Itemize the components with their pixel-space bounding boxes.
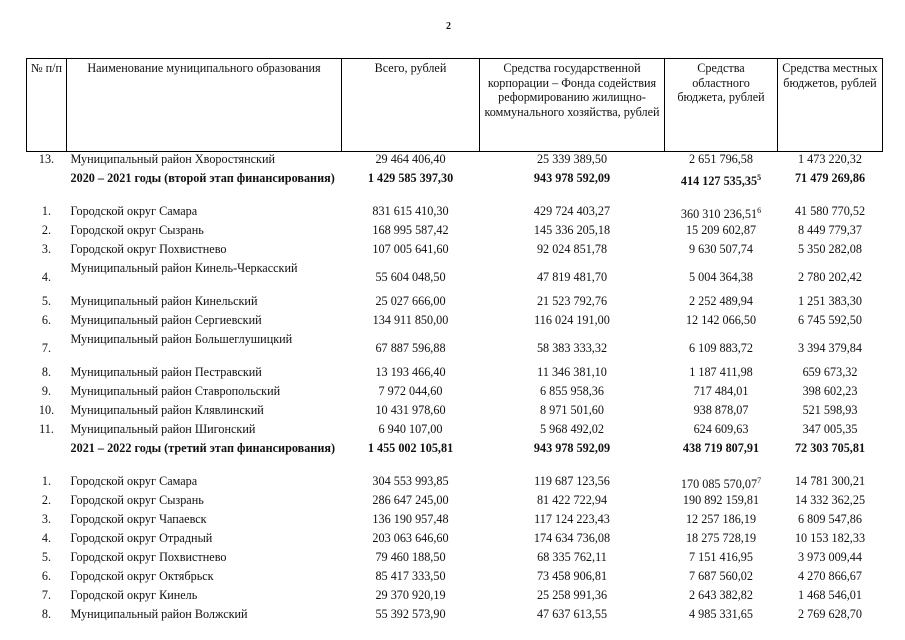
stage-total-value: 1 429 585 397,30 xyxy=(367,171,454,185)
total-amount-value: 203 063 646,60 xyxy=(372,531,449,545)
fund-amount-value: 68 335 762,11 xyxy=(537,550,607,564)
fund-amount xyxy=(480,531,665,550)
total-amount xyxy=(342,294,480,313)
total-amount xyxy=(342,531,480,550)
table-row xyxy=(27,550,883,569)
municipality-name xyxy=(67,493,342,512)
municipality-name xyxy=(67,204,342,223)
fund-amount-value: 47 637 613,55 xyxy=(536,607,608,621)
total-amount-value: 107 005 641,60 xyxy=(372,242,449,256)
row-number xyxy=(27,384,67,403)
row-number xyxy=(27,569,67,588)
local-amount xyxy=(778,550,883,569)
regional-amount-value: 4 985 331,65 xyxy=(689,607,753,621)
total-amount-value: 13 193 466,40 xyxy=(375,365,446,379)
municipality-name xyxy=(67,384,342,403)
municipality-name xyxy=(67,403,342,422)
municipality-name-value: Городской округ Отрадный xyxy=(70,531,213,545)
local-amount xyxy=(778,152,883,172)
total-amount xyxy=(342,474,480,493)
regional-amount-value: 624 609,63 xyxy=(693,422,749,436)
stage-regional-value: 438 719 807,91 xyxy=(682,441,760,455)
total-amount-value: 25 027 666,00 xyxy=(375,294,446,308)
regional-amount-value: 12 142 066,50 xyxy=(685,313,757,327)
header-fund: Средства государственной корпорации – Фонда содействия реформированию жилищно-коммунального хозяйства, рублей xyxy=(480,59,665,152)
local-amount-value: 2 780 202,42 xyxy=(798,270,862,285)
total-amount-value: 55 392 573,90 xyxy=(375,607,446,621)
row-number-value: 3. xyxy=(41,242,52,256)
total-amount-value: 286 647 245,00 xyxy=(372,493,449,507)
fund-amount-value: 117 124 223,43 xyxy=(534,512,610,526)
stage-regional xyxy=(665,171,778,204)
municipality-name-value: Городской округ Самара xyxy=(70,474,198,488)
fund-amount-value: 145 336 205,18 xyxy=(533,223,611,237)
total-amount-value: 29 370 920,19 xyxy=(375,588,446,602)
fund-amount xyxy=(480,474,665,493)
local-amount xyxy=(778,384,883,403)
municipality-name-value: Городской округ Октябрьск xyxy=(70,569,214,583)
regional-amount xyxy=(665,474,778,493)
row-number-value: 3. xyxy=(41,512,52,526)
total-amount xyxy=(342,569,480,588)
regional-amount-value: 1 187 411,98 xyxy=(689,365,753,379)
table-row xyxy=(27,422,883,441)
total-amount-value: 7 972 044,60 xyxy=(378,384,443,398)
regional-amount-value: 170 085 570,07 xyxy=(680,477,758,492)
local-amount-value: 521 598,93 xyxy=(802,403,858,417)
row-number-value: 2. xyxy=(41,223,52,237)
row-number xyxy=(27,242,67,261)
total-amount xyxy=(342,403,480,422)
municipality-name xyxy=(67,313,342,332)
table-row xyxy=(27,531,883,550)
table-row xyxy=(27,261,883,294)
regional-amount xyxy=(665,588,778,607)
local-amount xyxy=(778,512,883,531)
table-row xyxy=(27,332,883,365)
regional-amount xyxy=(665,152,778,172)
header-local: Средства местных бюджетов, рублей xyxy=(778,59,883,152)
regional-amount-value: 12 257 186,19 xyxy=(685,512,757,526)
financing-table xyxy=(26,58,883,626)
fund-amount xyxy=(480,550,665,569)
table-row xyxy=(27,223,883,242)
municipality-name xyxy=(67,569,342,588)
regional-amount xyxy=(665,512,778,531)
municipality-name-value: Муниципальный район Клявлинский xyxy=(70,403,264,417)
municipality-name xyxy=(67,512,342,531)
table-row xyxy=(27,152,883,172)
local-amount xyxy=(778,242,883,261)
regional-amount-value: 717 484,01 xyxy=(693,384,749,398)
row-number-value: 4. xyxy=(41,531,52,545)
row-number-value: 11. xyxy=(39,422,54,436)
fund-amount xyxy=(480,223,665,242)
local-amount xyxy=(778,474,883,493)
local-amount-value: 6 745 592,50 xyxy=(798,313,862,327)
table-body xyxy=(27,152,883,627)
stage-fund xyxy=(480,171,665,204)
regional-amount-value: 190 892 159,81 xyxy=(682,493,760,507)
local-amount xyxy=(778,204,883,223)
fund-amount-value: 21 523 792,76 xyxy=(536,294,608,308)
table-header-row xyxy=(27,59,883,152)
total-amount xyxy=(342,313,480,332)
regional-amount xyxy=(665,332,778,365)
stage-total-row xyxy=(27,171,883,204)
total-amount xyxy=(342,607,480,626)
municipality-name-value: Городской округ Самара xyxy=(70,204,198,218)
local-amount-value: 659 673,32 xyxy=(802,365,858,379)
fund-amount-value: 81 422 722,94 xyxy=(536,493,608,507)
total-amount xyxy=(342,242,480,261)
total-amount-value: 85 417 333,50 xyxy=(375,569,446,583)
total-amount-value: 134 911 850,00 xyxy=(372,313,449,327)
local-amount-value: 10 153 182,33 xyxy=(794,531,866,545)
row-number xyxy=(27,512,67,531)
row-number xyxy=(27,588,67,607)
stage-fund-value: 943 978 592,09 xyxy=(533,441,611,455)
stage-total-value: 1 455 002 105,81 xyxy=(367,441,454,455)
stage-regional-value: 414 127 535,35 xyxy=(680,174,758,189)
regional-amount xyxy=(665,223,778,242)
local-amount-value: 1 468 546,01 xyxy=(798,588,862,602)
row-number-value: 4. xyxy=(41,270,52,285)
table-row xyxy=(27,313,883,332)
row-number-value: 5. xyxy=(41,294,52,308)
municipality-name-value: Городской округ Сызрань xyxy=(70,493,204,507)
local-amount-value: 3 973 009,44 xyxy=(798,550,862,564)
row-number xyxy=(27,441,67,474)
table-row xyxy=(27,607,883,626)
local-amount-value: 41 580 770,52 xyxy=(794,204,866,218)
municipality-name xyxy=(67,242,342,261)
footnote-mark: 5 xyxy=(757,173,762,182)
table-row xyxy=(27,588,883,607)
municipality-name xyxy=(67,223,342,242)
municipality-name xyxy=(67,588,342,607)
regional-amount xyxy=(665,550,778,569)
table-row xyxy=(27,493,883,512)
total-amount xyxy=(342,384,480,403)
table-row xyxy=(27,474,883,493)
local-amount xyxy=(778,531,883,550)
row-number-value: 10. xyxy=(38,403,55,417)
municipality-name xyxy=(67,365,342,384)
fund-amount-value: 116 024 191,00 xyxy=(534,313,610,327)
total-amount xyxy=(342,512,480,531)
municipality-name-value: Муниципальный район Ставропольский xyxy=(70,384,281,398)
local-amount-value: 8 449 779,37 xyxy=(798,223,862,237)
table-row xyxy=(27,204,883,223)
fund-amount xyxy=(480,152,665,172)
municipality-name-value: Городской округ Чапаевск xyxy=(70,512,207,526)
total-amount xyxy=(342,493,480,512)
row-number xyxy=(27,403,67,422)
row-number xyxy=(27,313,67,332)
row-number-value: 6. xyxy=(41,313,52,327)
fund-amount xyxy=(480,365,665,384)
local-amount xyxy=(778,569,883,588)
fund-amount-value: 47 819 481,70 xyxy=(536,270,608,285)
municipality-name xyxy=(67,261,342,294)
total-amount-value: 831 615 410,30 xyxy=(372,204,449,218)
row-number-value: 7. xyxy=(41,588,52,602)
fund-amount-value: 25 339 389,50 xyxy=(536,152,608,166)
regional-amount-value: 15 209 602,87 xyxy=(685,223,757,237)
table-row xyxy=(27,294,883,313)
table-row xyxy=(27,384,883,403)
local-amount xyxy=(778,403,883,422)
local-amount-value: 4 270 866,67 xyxy=(798,569,862,583)
regional-amount xyxy=(665,261,778,294)
municipality-name-value: Муниципальный район Волжский xyxy=(70,607,248,621)
fund-amount-value: 5 968 492,02 xyxy=(540,422,604,436)
stage-title xyxy=(67,441,342,474)
stage-total xyxy=(342,441,480,474)
row-number-value: 6. xyxy=(41,569,52,583)
stage-local-value: 72 303 705,81 xyxy=(794,441,866,455)
regional-amount-value: 18 275 728,19 xyxy=(685,531,757,545)
total-amount-value: 168 995 587,42 xyxy=(372,223,449,237)
regional-amount-value: 2 643 382,82 xyxy=(689,588,753,602)
fund-amount-value: 8 971 501,60 xyxy=(540,403,604,417)
total-amount xyxy=(342,550,480,569)
local-amount-value: 6 809 547,86 xyxy=(798,512,862,526)
municipality-name-value: Муниципальный район Кинель-Черкасский xyxy=(70,261,298,275)
municipality-name-value: Городской округ Кинель xyxy=(70,588,198,602)
fund-amount-value: 6 855 958,36 xyxy=(540,384,604,398)
row-number-value: 1. xyxy=(41,474,52,488)
regional-amount xyxy=(665,531,778,550)
page-number: 2 xyxy=(446,21,451,32)
total-amount-value: 10 431 978,60 xyxy=(375,403,446,417)
regional-amount-value: 7 687 560,02 xyxy=(689,569,753,583)
local-amount-value: 398 602,23 xyxy=(802,384,858,398)
local-amount-value: 347 005,35 xyxy=(802,422,858,436)
municipality-name xyxy=(67,422,342,441)
table-row xyxy=(27,242,883,261)
fund-amount xyxy=(480,493,665,512)
municipality-name-value: Муниципальный район Кинельский xyxy=(70,294,258,308)
municipality-name-value: Муниципальный район Хворостянский xyxy=(70,152,275,166)
fund-amount xyxy=(480,569,665,588)
row-number xyxy=(27,422,67,441)
stage-total xyxy=(342,171,480,204)
stage-local-value: 71 479 269,86 xyxy=(794,171,866,185)
row-number-value: 13. xyxy=(38,152,55,166)
row-number-value: 7. xyxy=(41,341,52,356)
stage-fund-value: 943 978 592,09 xyxy=(533,171,611,185)
stage-title xyxy=(67,171,342,204)
local-amount xyxy=(778,332,883,365)
footnote-mark: 7 xyxy=(757,476,762,485)
local-amount xyxy=(778,493,883,512)
regional-amount-value: 2 252 489,94 xyxy=(689,294,753,308)
stage-total-row xyxy=(27,441,883,474)
fund-amount xyxy=(480,384,665,403)
total-amount xyxy=(342,152,480,172)
footnote-mark: 6 xyxy=(757,206,762,215)
total-amount xyxy=(342,204,480,223)
total-amount-value: 55 604 048,50 xyxy=(375,270,446,285)
row-number xyxy=(27,531,67,550)
row-number xyxy=(27,365,67,384)
municipality-name-value: Городской округ Похвистнево xyxy=(70,242,227,256)
row-number xyxy=(27,294,67,313)
total-amount xyxy=(342,588,480,607)
fund-amount xyxy=(480,261,665,294)
municipality-name xyxy=(67,294,342,313)
municipality-name-value: Городской округ Сызрань xyxy=(70,223,204,237)
regional-amount-value: 2 651 796,58 xyxy=(689,152,753,166)
total-amount xyxy=(342,422,480,441)
municipality-name-value: Муниципальный район Шигонский xyxy=(70,422,256,436)
fund-amount xyxy=(480,204,665,223)
municipality-name xyxy=(67,474,342,493)
stage-title-value: 2021 – 2022 годы (третий этап финансирования) xyxy=(70,441,336,455)
fund-amount xyxy=(480,588,665,607)
regional-amount xyxy=(665,204,778,223)
fund-amount xyxy=(480,242,665,261)
row-number xyxy=(27,607,67,626)
municipality-name-value: Муниципальный район Пестравский xyxy=(70,365,262,379)
local-amount xyxy=(778,313,883,332)
regional-amount xyxy=(665,607,778,626)
regional-amount xyxy=(665,365,778,384)
local-amount xyxy=(778,223,883,242)
municipality-name xyxy=(67,550,342,569)
row-number xyxy=(27,204,67,223)
table-row xyxy=(27,365,883,384)
fund-amount xyxy=(480,422,665,441)
regional-amount xyxy=(665,403,778,422)
total-amount-value: 6 940 107,00 xyxy=(378,422,443,436)
fund-amount xyxy=(480,294,665,313)
table-row xyxy=(27,569,883,588)
stage-local xyxy=(778,171,883,204)
row-number xyxy=(27,550,67,569)
stage-title-value: 2020 – 2021 годы (второй этап финансирования) xyxy=(70,171,335,185)
regional-amount-value: 938 878,07 xyxy=(693,403,749,417)
stage-fund xyxy=(480,441,665,474)
regional-amount xyxy=(665,493,778,512)
fund-amount xyxy=(480,607,665,626)
fund-amount xyxy=(480,403,665,422)
local-amount-value: 14 332 362,25 xyxy=(794,493,866,507)
regional-amount-value: 360 310 236,51 xyxy=(680,207,758,222)
fund-amount-value: 429 724 403,27 xyxy=(533,204,611,218)
local-amount-value: 14 781 300,21 xyxy=(794,474,866,488)
regional-amount xyxy=(665,313,778,332)
regional-amount xyxy=(665,569,778,588)
row-number xyxy=(27,152,67,172)
regional-amount-value: 5 004 364,38 xyxy=(689,270,753,285)
fund-amount-value: 73 458 906,81 xyxy=(536,569,608,583)
row-number-value: 2. xyxy=(41,493,52,507)
fund-amount xyxy=(480,313,665,332)
regional-amount xyxy=(665,294,778,313)
total-amount-value: 67 887 596,88 xyxy=(375,341,446,356)
regional-amount-value: 9 630 507,74 xyxy=(689,242,753,256)
header-total: Всего, рублей xyxy=(342,59,480,152)
header-name: Наименование муниципального образования xyxy=(67,59,342,152)
stage-local xyxy=(778,441,883,474)
fund-amount-value: 174 634 736,08 xyxy=(533,531,611,545)
row-number xyxy=(27,332,67,365)
total-amount xyxy=(342,223,480,242)
municipality-name xyxy=(67,607,342,626)
fund-amount-value: 11 346 381,10 xyxy=(537,365,607,379)
stage-regional xyxy=(665,441,778,474)
local-amount xyxy=(778,261,883,294)
municipality-name-value: Городской округ Похвистнево xyxy=(70,550,227,564)
total-amount-value: 29 464 406,40 xyxy=(375,152,446,166)
row-number-value: 9. xyxy=(41,384,52,398)
regional-amount xyxy=(665,422,778,441)
local-amount xyxy=(778,294,883,313)
municipality-name-value: Муниципальный район Большеглушицкий xyxy=(70,332,293,346)
local-amount-value: 1 473 220,32 xyxy=(798,152,862,166)
fund-amount-value: 119 687 123,56 xyxy=(534,474,610,488)
regional-amount xyxy=(665,384,778,403)
fund-amount xyxy=(480,332,665,365)
row-number xyxy=(27,261,67,294)
regional-amount-value: 6 109 883,72 xyxy=(689,341,753,356)
row-number-value: 1. xyxy=(41,204,52,218)
municipality-name-value: Муниципальный район Сергиевский xyxy=(70,313,262,327)
municipality-name xyxy=(67,531,342,550)
municipality-name xyxy=(67,332,342,365)
total-amount xyxy=(342,365,480,384)
local-amount xyxy=(778,588,883,607)
municipality-name xyxy=(67,152,342,172)
fund-amount-value: 58 383 333,32 xyxy=(536,341,608,356)
local-amount-value: 1 251 383,30 xyxy=(798,294,862,308)
local-amount xyxy=(778,607,883,626)
table-row xyxy=(27,403,883,422)
row-number-value: 8. xyxy=(41,607,52,621)
header-regional: Средства областного бюджета, рублей xyxy=(665,59,778,152)
total-amount xyxy=(342,261,480,294)
total-amount-value: 79 460 188,50 xyxy=(375,550,446,564)
fund-amount xyxy=(480,512,665,531)
row-number-value: 8. xyxy=(41,365,52,379)
fund-amount-value: 92 024 851,78 xyxy=(536,242,608,256)
fund-amount-value: 25 258 991,36 xyxy=(536,588,608,602)
row-number xyxy=(27,493,67,512)
regional-amount xyxy=(665,242,778,261)
header-num: № п/п xyxy=(27,59,67,152)
row-number xyxy=(27,171,67,204)
local-amount-value: 3 394 379,84 xyxy=(798,341,862,356)
local-amount xyxy=(778,365,883,384)
regional-amount-value: 7 151 416,95 xyxy=(689,550,753,564)
local-amount xyxy=(778,422,883,441)
local-amount-value: 2 769 628,70 xyxy=(798,607,862,621)
total-amount-value: 304 553 993,85 xyxy=(372,474,449,488)
row-number xyxy=(27,223,67,242)
total-amount-value: 136 190 957,48 xyxy=(372,512,449,526)
table-row xyxy=(27,512,883,531)
row-number-value: 5. xyxy=(41,550,52,564)
local-amount-value: 5 350 282,08 xyxy=(798,242,862,256)
row-number xyxy=(27,474,67,493)
total-amount xyxy=(342,332,480,365)
